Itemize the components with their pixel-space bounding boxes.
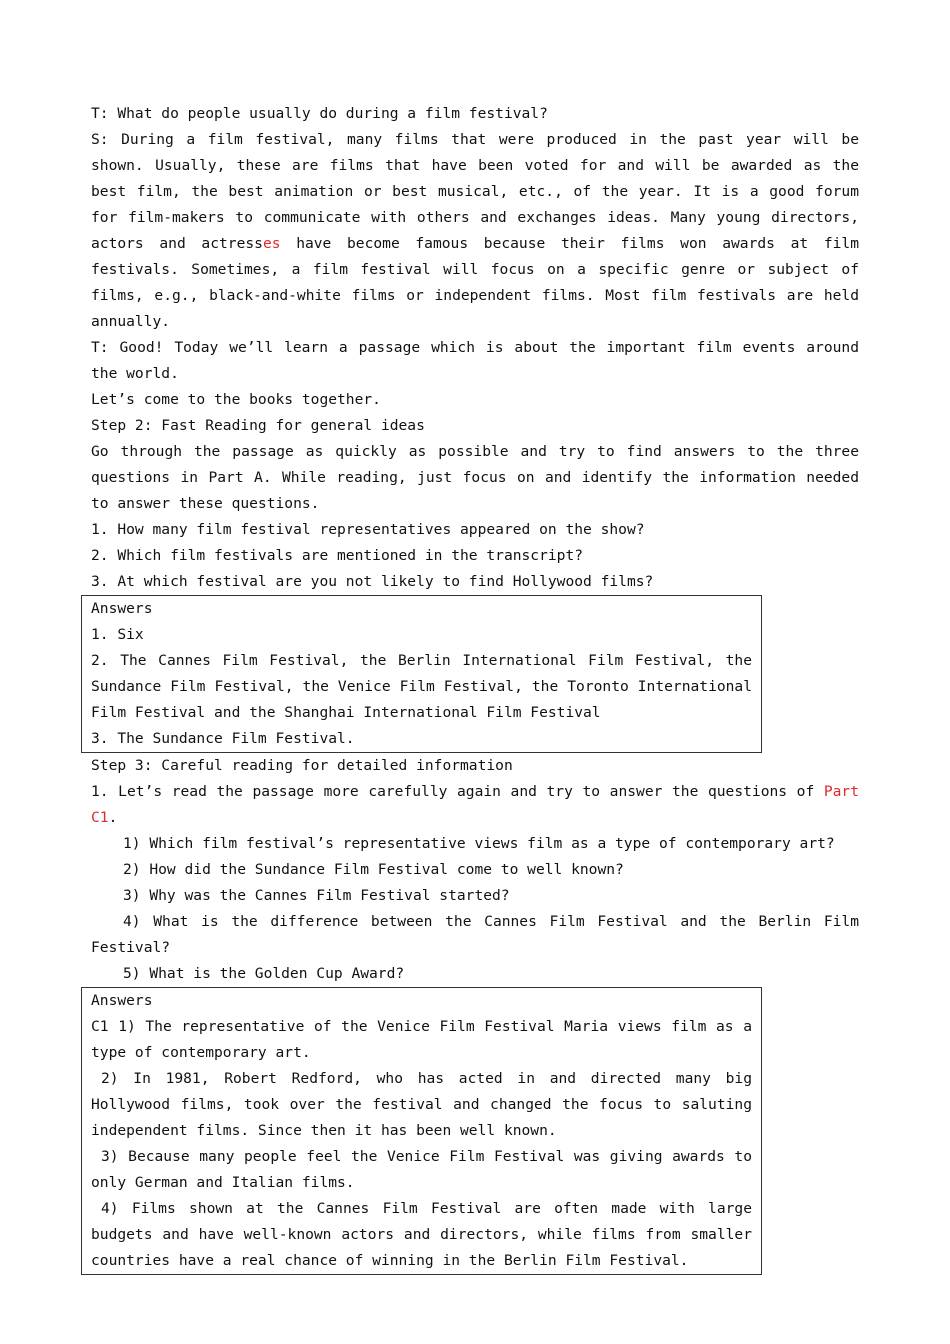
dialogue-student-answer — [91, 127, 859, 335]
student-answer-highlight: es — [262, 235, 281, 252]
answer-item: 3) Because many people feel the Venice Film Festival was giving awards to only German and Italian films. — [91, 1148, 752, 1191]
step2-answers-box — [81, 595, 762, 753]
step3-intro-text: 1. Let’s read the passage more carefully again and try to answer the questions of — [91, 783, 824, 800]
part-c1-reference: Part C1 — [91, 783, 859, 826]
step3-question: 5) What is the Golden Cup Award? — [123, 965, 405, 982]
step2-instructions: Go through the passage as quickly as possible and try to find answers to the three questions in Part A. While reading, just focus on and identify the information needed to answer these questions. — [91, 443, 859, 512]
step2-question: 1. How many film festival representatives appeared on the show? — [91, 521, 645, 538]
step3-question: 4) What is the difference between the Cannes Film Festival and the Berlin Film Festival? — [91, 913, 859, 956]
answers-heading: Answers — [91, 992, 153, 1009]
dialogue-teacher-response: T: Good! Today we’ll learn a passage which is about the important film events around the world. — [91, 339, 859, 382]
answer-item: 1. Six — [91, 626, 144, 643]
answer-item: 2) In 1981, Robert Redford, who has acted in and directed many big Hollywood films, took over the festival and changed the focus to saluting independent films. Since then it has been well known. — [91, 1070, 752, 1139]
step3-title: Step 3: Careful reading for detailed information — [91, 757, 513, 774]
answer-item: 2. The Cannes Film Festival, the Berlin International Film Festival, the Sundance Film Festival, the Venice Film Festival, the Toronto International Film Festival and the Shanghai International Film Festival — [91, 652, 752, 721]
step3-answers-box — [81, 987, 762, 1275]
step2-title: Step 2: Fast Reading for general ideas — [91, 417, 425, 434]
document-content — [91, 101, 859, 1275]
step3-question: 2) How did the Sundance Film Festival come to well known? — [123, 861, 624, 878]
answer-item: 3. The Sundance Film Festival. — [91, 730, 355, 747]
step3-intro-end: . — [108, 809, 118, 826]
dialogue-teacher-prompt: Let’s come to the books together. — [91, 391, 381, 408]
student-answer-text-2: have become famous because their films won awards at film festivals. Sometimes, a film festival will focus on a specific genre or subject of films, e.g., black-and-white films or independent films. Most film festivals are held annually. — [91, 235, 859, 330]
student-answer-text-1: S: During a film festival, many films that were produced in the past year will be shown. Usually, these are films that have been voted for and will be awarded as the best film, the best animation or best musical, etc., of the year. It is a good forum for film-makers to communicate with others and exchanges ideas. Many young directors, actors and actress — [91, 131, 859, 252]
step2-question: 2. Which film festivals are mentioned in the transcript? — [91, 547, 584, 564]
step3-question: 3) Why was the Cannes Film Festival started? — [123, 887, 510, 904]
answer-item: 4) Films shown at the Cannes Film Festival are often made with large budgets and have well-known actors and directors, while films from smaller countries have a real chance of winning in the Berlin Film Festival. — [91, 1200, 752, 1269]
answers-heading: Answers — [91, 600, 153, 617]
step2-question: 3. At which festival are you not likely to find Hollywood films? — [91, 573, 654, 590]
answer-item: C1 1) The representative of the Venice Film Festival Maria views film as a type of contemporary art. — [91, 1018, 752, 1061]
step3-question: 1) Which film festival’s representative views film as a type of contemporary art? — [123, 835, 835, 852]
dialogue-teacher-question: T: What do people usually do during a film festival? — [91, 105, 548, 122]
step3-intro — [91, 779, 859, 831]
